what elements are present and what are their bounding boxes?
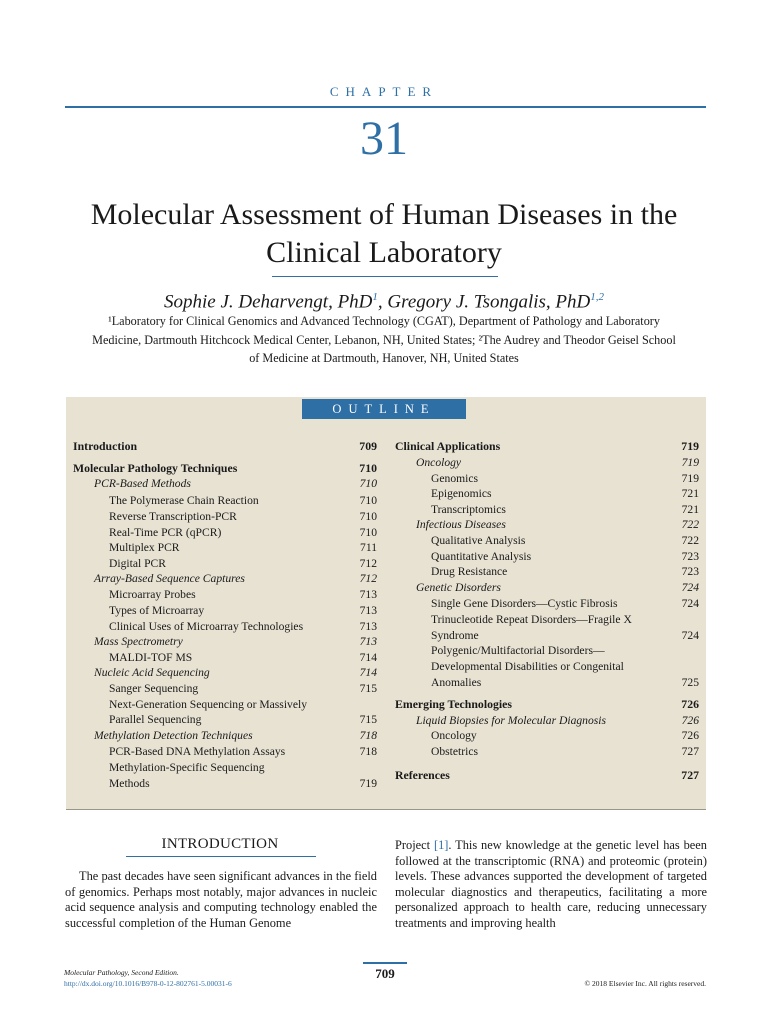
outline-entry-page: 724 (681, 597, 699, 610)
outline-entry[interactable] (395, 744, 699, 759)
outline-entry[interactable] (395, 471, 699, 486)
copyright: © 2018 Elsevier Inc. All rights reserved. (584, 979, 706, 988)
outline-entry-title: Clinical Applications (395, 439, 501, 453)
outline-entry[interactable] (395, 580, 699, 595)
affiliation-line: Medicine, Dartmouth Hitchcock Medical Center, Lebanon, NH, United States; ²The Audrey and Theodor Geisel School (92, 332, 676, 347)
outline-entry[interactable] (73, 650, 377, 665)
outline-entry[interactable] (73, 461, 377, 476)
outline-entry-page: 723 (681, 565, 699, 578)
introduction-left-paragraph: The past decades have seen significant advances in the field of genomics. Perhaps most notably, major advances in nucleic acid sequence analysis and computing technology enabled the successful completion of the Human Genome (65, 869, 377, 930)
outline-entry-page: 710 (359, 510, 377, 523)
outline-entry-title: Single Gene Disorders—Cystic Fibrosis (431, 597, 618, 610)
outline-entry[interactable] (73, 697, 377, 712)
chapter-title-line2: Clinical Laboratory (266, 236, 502, 269)
introduction-right-paragraph (395, 838, 707, 932)
outline-entry-page: 721 (681, 503, 699, 516)
outline-entry[interactable] (73, 476, 377, 491)
outline-entry-title: Drug Resistance (431, 565, 508, 578)
outline-entry-title: Qualitative Analysis (431, 534, 526, 547)
outline-entry-page: 723 (681, 550, 699, 563)
outline-entry[interactable] (395, 533, 699, 548)
outline-entry[interactable] (395, 713, 699, 728)
outline-entry-title: PCR-Based Methods (94, 477, 191, 490)
outline-entry[interactable] (395, 697, 699, 712)
outline-entry-title: Genetic Disorders (416, 581, 501, 594)
outline-entry-title: Oncology (431, 729, 477, 742)
outline-entry[interactable] (73, 525, 377, 540)
intro-text: . This new knowledge at the genetic level has been followed at the transcriptomic (RNA) and proteomic (protein) levels. These advances supported the development of targeted molecular diagnostics and therapeutics, facilitating a more personalized approach to health care, reducing unnecessary treatments and improving health (395, 838, 707, 930)
outline-entry-page: 726 (681, 729, 699, 742)
outline-entry-page: 714 (359, 666, 377, 679)
outline-entry-title: Microarray Probes (109, 588, 196, 601)
outline-entry-title: Infectious Diseases (416, 518, 506, 531)
outline-entry-page: 710 (359, 477, 377, 490)
book-title: Molecular Pathology, Second Edition. (64, 968, 179, 977)
outline-entry[interactable] (395, 659, 699, 674)
outline-entry-page: 722 (681, 534, 699, 547)
outline-label: OUTLINE (302, 399, 466, 419)
authors (40, 284, 728, 315)
outline-entry-page: 715 (359, 682, 377, 695)
outline-entry-title: Multiplex PCR (109, 541, 180, 554)
affiliations (60, 312, 708, 368)
outline-entry-title: Trinucleotide Repeat Disorders—Fragile X (431, 613, 632, 626)
outline-entry-page: 718 (359, 729, 377, 742)
outline-entry-title: Introduction (73, 439, 138, 453)
chapter-title-line1: Molecular Assessment of Human Diseases in the (90, 198, 678, 231)
chapter-title (40, 196, 728, 272)
introduction-heading: INTRODUCTION (161, 836, 279, 852)
author-2-affiliation-ref[interactable]: 1,2 (590, 291, 605, 303)
outline-entry-title: Epigenomics (431, 487, 492, 500)
outline-entry[interactable] (395, 549, 699, 564)
outline-entry-title: Next-Generation Sequencing or Massively (109, 698, 308, 711)
outline-entry-title: Parallel Sequencing (109, 713, 202, 726)
outline-entry-page: 712 (359, 572, 377, 585)
outline-entry-title: Nucleic Acid Sequencing (94, 666, 210, 679)
outline-entry[interactable] (73, 619, 377, 634)
outline-entry[interactable] (395, 502, 699, 517)
outline-entry-page: 710 (359, 526, 377, 539)
outline-entry[interactable] (73, 712, 377, 727)
outline-entry-title: The Polymerase Chain Reaction (109, 494, 259, 507)
outline-entry-page: 719 (359, 777, 377, 790)
outline-entry-title: Array-Based Sequence Captures (94, 572, 245, 585)
outline-entry-title: MALDI-TOF MS (109, 651, 193, 664)
outline-entry[interactable] (73, 603, 377, 618)
outline-entry-page: 726 (681, 697, 699, 711)
outline-entry[interactable] (395, 455, 699, 470)
outline-entry-title: Polygenic/Multifactorial Disorders— (431, 644, 605, 657)
outline-entry-title: Genomics (431, 472, 479, 485)
doi-link[interactable]: http://dx.doi.org/10.1016/B978-0-12-802761-5.00031-6 (64, 979, 232, 988)
outline-entry-title: Syndrome (431, 629, 479, 642)
outline-entry-title: Mass Spectrometry (94, 635, 183, 648)
outline-entry-title: Methylation-Specific Sequencing (109, 761, 265, 774)
outline-entry[interactable] (395, 486, 699, 501)
outline-entry-page: 719 (681, 472, 699, 485)
outline-entry[interactable] (395, 643, 699, 658)
outline-entry-page: 713 (359, 620, 377, 633)
outline-entry-page: 712 (359, 557, 377, 570)
outline-entry-title: Developmental Disabilities or Congenital (431, 660, 624, 673)
intro-text: Project (395, 838, 434, 852)
outline-entry-page: 713 (359, 635, 377, 648)
outline-entry-title: Liquid Biopsies for Molecular Diagnosis (416, 714, 607, 727)
outline-entry[interactable] (395, 564, 699, 579)
outline-entry-title: Methylation Detection Techniques (94, 729, 253, 742)
outline-entry-title: Methods (109, 777, 150, 790)
outline-entry[interactable] (73, 556, 377, 571)
outline-entry-page: 726 (681, 714, 699, 727)
footer-rule (363, 962, 407, 964)
outline-entry-title: Real-Time PCR (qPCR) (109, 526, 222, 539)
outline-entry-page: 710 (359, 494, 377, 507)
outline-entry-title: Quantitative Analysis (431, 550, 532, 563)
outline-entry[interactable] (395, 675, 699, 690)
author-2: Gregory J. Tsongalis, PhD (387, 291, 591, 313)
outline-entry[interactable] (395, 517, 699, 532)
page-number: 709 (375, 966, 395, 981)
outline-entry[interactable] (73, 744, 377, 759)
title-rule (272, 276, 498, 277)
outline-entry[interactable] (395, 628, 699, 643)
outline-entry-title: Transcriptomics (431, 503, 506, 516)
affiliation-line: of Medicine at Dartmouth, Hanover, NH, United States (249, 351, 519, 365)
citation-link[interactable]: [1] (433, 838, 449, 852)
outline-entry-title: Molecular Pathology Techniques (73, 461, 238, 475)
outline-entry-title: Sanger Sequencing (109, 682, 199, 695)
outline-entry-page: 719 (681, 456, 699, 469)
outline-entry-title: Reverse Transcription-PCR (109, 510, 237, 523)
outline-entry-title: Anomalies (431, 676, 482, 689)
outline-entry[interactable] (73, 760, 377, 775)
outline-entry-page: 725 (681, 676, 699, 689)
outline-entry[interactable] (73, 571, 377, 586)
affiliation-line: ¹Laboratory for Clinical Genomics and Advanced Technology (CGAT), Department of Pathology and Laboratory (108, 314, 660, 328)
outline-entry[interactable] (73, 587, 377, 602)
outline-right-column (395, 439, 699, 799)
chapter-number: 31 (360, 112, 408, 165)
outline-entry[interactable] (73, 439, 377, 454)
outline-entry-page: 727 (681, 745, 699, 758)
outline-entry-page: 721 (681, 487, 699, 500)
author-separator: , (377, 291, 388, 313)
outline-entry-title: Oncology (416, 456, 462, 469)
outline-entry-title: References (395, 768, 450, 782)
outline-entry[interactable] (395, 596, 699, 611)
outline-left-column (73, 439, 377, 799)
author-1: Sophie J. Deharvengt, PhD (163, 291, 373, 313)
outline-entry[interactable] (395, 768, 699, 783)
outline-entry-page: 709 (359, 439, 377, 453)
outline-entry-page: 722 (681, 518, 699, 531)
outline-entry[interactable] (395, 728, 699, 743)
outline-entry-page: 727 (681, 768, 699, 782)
outline-entry[interactable] (73, 728, 377, 743)
outline-entry-page: 713 (359, 604, 377, 617)
outline-entry[interactable] (73, 634, 377, 649)
introduction-rule (126, 856, 316, 857)
outline-entry[interactable] (73, 776, 377, 791)
outline-entry-title: Obstetrics (431, 745, 479, 758)
outline-entry-title: Clinical Uses of Microarray Technologies (109, 620, 304, 633)
outline-entry-page: 715 (359, 713, 377, 726)
outline-entry-page: 711 (360, 541, 377, 554)
outline-entry[interactable] (73, 681, 377, 696)
outline-entry[interactable] (395, 439, 699, 454)
outline-entry-title: Types of Microarray (109, 604, 205, 617)
outline-entry-page: 724 (681, 629, 699, 642)
outline-entry-title: Digital PCR (109, 557, 167, 570)
outline-entry-title: Emerging Technologies (395, 697, 512, 711)
outline-entry[interactable] (73, 665, 377, 680)
outline-entry-page: 713 (359, 588, 377, 601)
author-1-affiliation-ref[interactable]: 1 (372, 291, 378, 303)
outline-entry[interactable] (73, 493, 377, 508)
outline-entry-page: 718 (359, 745, 377, 758)
outline-entry-page: 714 (359, 651, 377, 664)
chapter-label: CHAPTER (329, 84, 439, 99)
chapter-rule (65, 106, 706, 108)
outline-entry[interactable] (73, 540, 377, 555)
outline-entry-page: 724 (681, 581, 699, 594)
outline-entry[interactable] (395, 612, 699, 627)
outline-entry-page: 719 (681, 439, 699, 453)
outline-entry-title: PCR-Based DNA Methylation Assays (109, 745, 286, 758)
outline-entry-page: 710 (359, 461, 377, 475)
outline-entry[interactable] (73, 509, 377, 524)
